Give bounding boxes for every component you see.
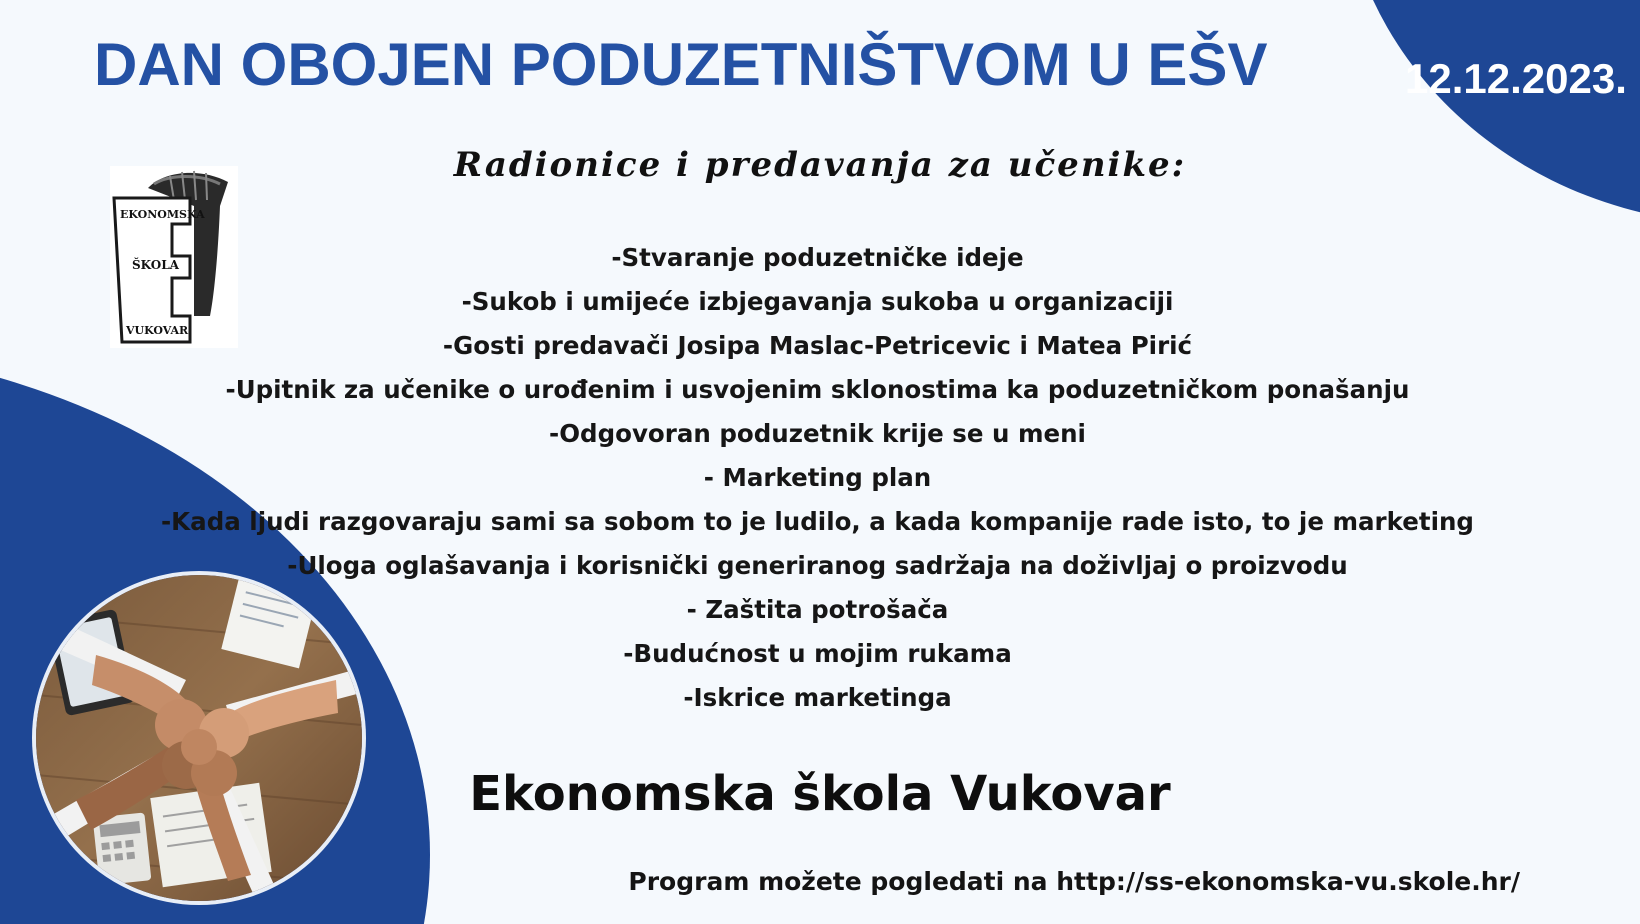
- logo-line-3: VUKOVAR: [126, 324, 189, 337]
- school-name: Ekonomska škola Vukovar: [469, 766, 1171, 822]
- event-date: 12.12.2023.: [1405, 55, 1627, 102]
- workshop-item: -Sukob i umijeće izbjegavanja sukoba u organizaciji: [461, 287, 1174, 316]
- workshop-item: -Iskrice marketinga: [683, 683, 952, 712]
- workshop-item: -Upitnik za učenike o urođenim i usvojenim sklonostima ka poduzetničkom ponašanju: [225, 375, 1410, 404]
- workshop-item: - Marketing plan: [703, 463, 932, 492]
- top-right-blue-shape: [1340, 0, 1640, 224]
- workshop-item: - Zaštita potrošača: [686, 595, 949, 624]
- logo-line-1: EKONOMSKA: [120, 208, 205, 221]
- page-title: DAN OBOJEN PODUZETNIŠTVOM U EŠV: [94, 31, 1268, 98]
- workshop-item: -Uloga oglašavanja i korisnički generiranog sadržaja na doživljaj o proizvodu: [287, 551, 1348, 580]
- workshop-list: [120, 236, 1515, 720]
- program-link-text: Program možete pogledati na http://ss-ekonomska-vu.skole.hr/: [628, 867, 1520, 896]
- workshop-item: -Budućnost u mojim rukama: [623, 639, 1012, 668]
- workshop-item: -Odgovoran poduzetnik krije se u meni: [549, 419, 1086, 448]
- workshops-heading: Radionice i predavanja za učenike:: [453, 145, 1187, 185]
- workshop-item: -Kada ljudi razgovaraju sami sa sobom to je ludilo, a kada kompanije rade isto, to je marketing: [161, 507, 1474, 536]
- workshop-item: -Stvaranje poduzetničke ideje: [611, 243, 1024, 272]
- workshop-item: -Gosti predavači Josipa Maslac-Petricevic i Matea Pirić: [442, 331, 1193, 360]
- logo-line-2: ŠKOLA: [132, 258, 179, 272]
